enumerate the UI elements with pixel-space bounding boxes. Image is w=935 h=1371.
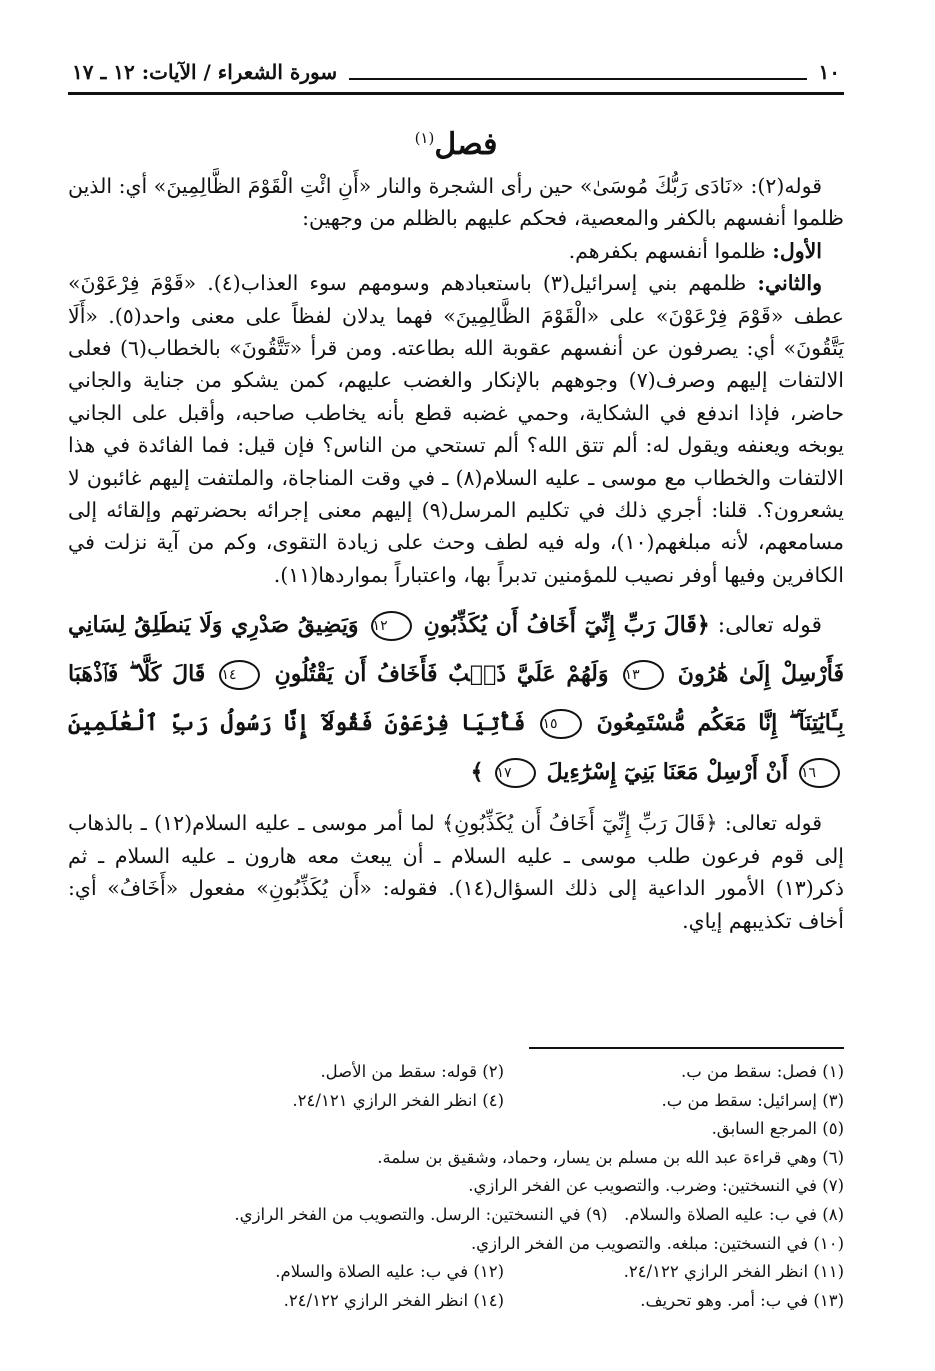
footnote-7: (٧) في النسختين: وضرب. والتصويب عن الفخر الرازي. [468, 1176, 844, 1196]
footnote-row [68, 1258, 844, 1287]
first-text: ظلموا أنفسهم بكفرهم. [568, 238, 773, 263]
ayah-marker-14: ١٤ [219, 660, 260, 690]
first-label: الأول: [772, 238, 822, 263]
quran-verse-12: ﴿قَالَ رَبِّ إِنِّيٓ أَخَافُ أَن يُكَذِّبُونِ [423, 612, 710, 639]
header-line [349, 64, 806, 80]
paragraph-commentary: قوله تعالى: ﴿قَالَ رَبِّ إِنِّيٓ أَخَافُ أَن يُكَذِّبُونِ﴾ لما أمر موسى ـ عليه السلام(١٢) ـ بالذهاب إلى قوم فرعون طلب موسى ـ عليه السلام ـ أن يبعث معه هارون ـ عليه السلام ـ ثم ذكر(١٣) الأمور الداعية إلى ذلك السؤال(١٤). فقوله: «أَن يُكَذِّبُونِ» مفعول «أَخَافُ» أي: أخاف تكذيبهم إياي. [68, 811, 844, 933]
ayah-marker-17: ١٧ [495, 758, 536, 788]
quran-verse-17: أَنْ أَرْسِلْ مَعَنَا بَنِيٓ إِسْرَٰٓءِيلَ [546, 759, 788, 786]
page-number: ١٠ [818, 60, 840, 84]
footnote-11: (١١) انظر الفخر الرازي ٢٤/١٢٢. [623, 1262, 844, 1282]
footnote-row [68, 1115, 844, 1144]
second-text: ظلمهم بني إسرائيل(٣) باستعبادهم وسومهم سوء العذاب(٤). «قَوْمَ فِرْعَوْنَ» عطف «قَوْمَ فِرْعَوْنَ» على «الْقَوْمَ الظَّالِمِينَ» فهما يدلان لفظاً على معنى واحد(٥). «أَلَا يَتَّقُونَ» أي: يصرفون عن أنفسهم عقوبة الله بطاعته. ومن قرأ «تَتَّقُونَ» بالخطاب(٦) فعلى الالتفات إليهم وصرف(٧) وجوههم بالإنكار والغضب عليهم، كمن يشكو من جناية والجاني حاضر، فإذا اندفع في الشكاية، وحمي غضبه قطع بأنه يخاطب صاحبه، وأقبل على الجاني يوبخه ويعنفه ويقول له: ألم تتق الله؟ ألم تستحي من الناس؟ فإن قيل: فما الفائدة في هذا الالتفات والخطاب مع موسى ـ عليه السلام(٨) ـ في وقت المناجاة، والملتفت إليهم غائبون لا يشعرون؟. قلنا: أجري ذلك في تكليم المرسل(٩) إليهم معنى إجرائه بحضرتهم وإلقائه إلى مسامعهم، لأنه مبلغهم(١٠)، وله فيه لطف وحث على زيادة التقوى، وكم من آية نزلت في الكافرين وفيها أوفر نصيب للمؤمنين تدبراً بها، واعتباراً بمواردها(١١). [68, 271, 844, 587]
footnote-row [68, 1230, 844, 1259]
quran-verse-15: قَالَ كَلَّا ۖ فَٱذْهَبَا بِـَٔايَٰتِنَآ ۖ إِنَّا مَعَكُم مُّسْتَمِعُونَ [68, 661, 844, 737]
footnote-row [68, 1172, 844, 1201]
section-heading-text: فصل [434, 127, 498, 162]
paragraph-second [68, 267, 844, 591]
footnote-13: (١٣) في ب: أمر. وهو تحريف. [640, 1290, 844, 1310]
ayah-marker-15: ١٥ [540, 709, 581, 739]
second-label: والثاني: [757, 271, 823, 296]
ayah-marker-12: ١٢ [371, 611, 412, 641]
footnote-rule [529, 1047, 844, 1049]
quran-verses [68, 601, 844, 797]
quran-close-bracket: ﴾ [470, 759, 484, 786]
header-title: سورة الشعراء / الآيات: ١٢ ـ ١٧ [72, 60, 338, 84]
footnote-9: (٩) في النسختين: الرسل. والتصويب من الفخر الرازي. [234, 1204, 608, 1224]
paragraph-first [68, 235, 844, 267]
footnote-row [68, 1144, 844, 1173]
paragraph-intro: قوله(٢): «نَادَى رَبُّكَ مُوسَىٰ» حين رأى الشجرة والنار «أَنِ ائْتِ الْقَوْمَ الظَّالِمِينَ» أي: الذين ظلموا أنفسهم بالكفر والمعصية، فحكم عليهم بالظلم من وجهين: [68, 174, 844, 231]
quran-verse-16: فَأْتِيَا فِرْعَوْنَ فَقُولَآ إِنَّا رَسُولُ رَبِّ ٱلْعَٰلَمِينَ [68, 710, 526, 737]
footnote-row [68, 1087, 844, 1116]
footnote-row [68, 1287, 844, 1316]
footnote-3: (٣) إسرائيل: سقط من ب. [661, 1090, 844, 1110]
ayah-marker-16: ١٦ [799, 758, 840, 788]
quran-intro: قوله تعالى: [709, 613, 822, 639]
quran-verse-14: وَلَهُمْ عَلَيَّ ذَنۢبٌ فَأَخَافُ أَن يَقْتُلُونِ [274, 661, 609, 688]
quran-verse-13: وَيَضِيقُ صَدْرِي وَلَا يَنطَلِقُ لِسَانِي فَأَرْسِلْ إِلَىٰ هَٰرُونَ [68, 612, 844, 688]
footnote-row [68, 1058, 844, 1087]
footnote-4: (٤) انظر الفخر الرازي ٢٤/١٢١. [292, 1090, 504, 1110]
footnote-6: (٦) وهي قراءة عبد الله بن مسلم بن يسار، وحماد، وشقيق بن سلمة. [377, 1147, 844, 1167]
footnote-10: (١٠) في النسختين: مبلغه. والتصويب من الفخر الرازي. [470, 1233, 844, 1253]
footnote-14: (١٤) انظر الفخر الرازي ٢٤/١٢٢. [283, 1290, 504, 1310]
main-text [68, 170, 844, 937]
footnote-1: (١) فصل: سقط من ب. [681, 1062, 844, 1081]
book-page [68, 52, 844, 1352]
ayah-marker-13: ١٣ [623, 660, 664, 690]
section-heading [68, 127, 844, 162]
footnotes [68, 1058, 844, 1315]
section-heading-note: (١) [414, 129, 435, 147]
footnote-5: (٥) المرجع السابق. [711, 1119, 844, 1139]
footnote-12: (١٢) في ب: عليه الصلاة والسلام. [275, 1262, 504, 1282]
footnote-8: (٨) في ب: عليه الصلاة والسلام. [624, 1204, 844, 1224]
header-rule [68, 92, 844, 95]
footnote-row [68, 1201, 844, 1230]
running-header [68, 52, 844, 92]
footnote-2: (٢) قوله: سقط من الأصل. [320, 1062, 504, 1081]
